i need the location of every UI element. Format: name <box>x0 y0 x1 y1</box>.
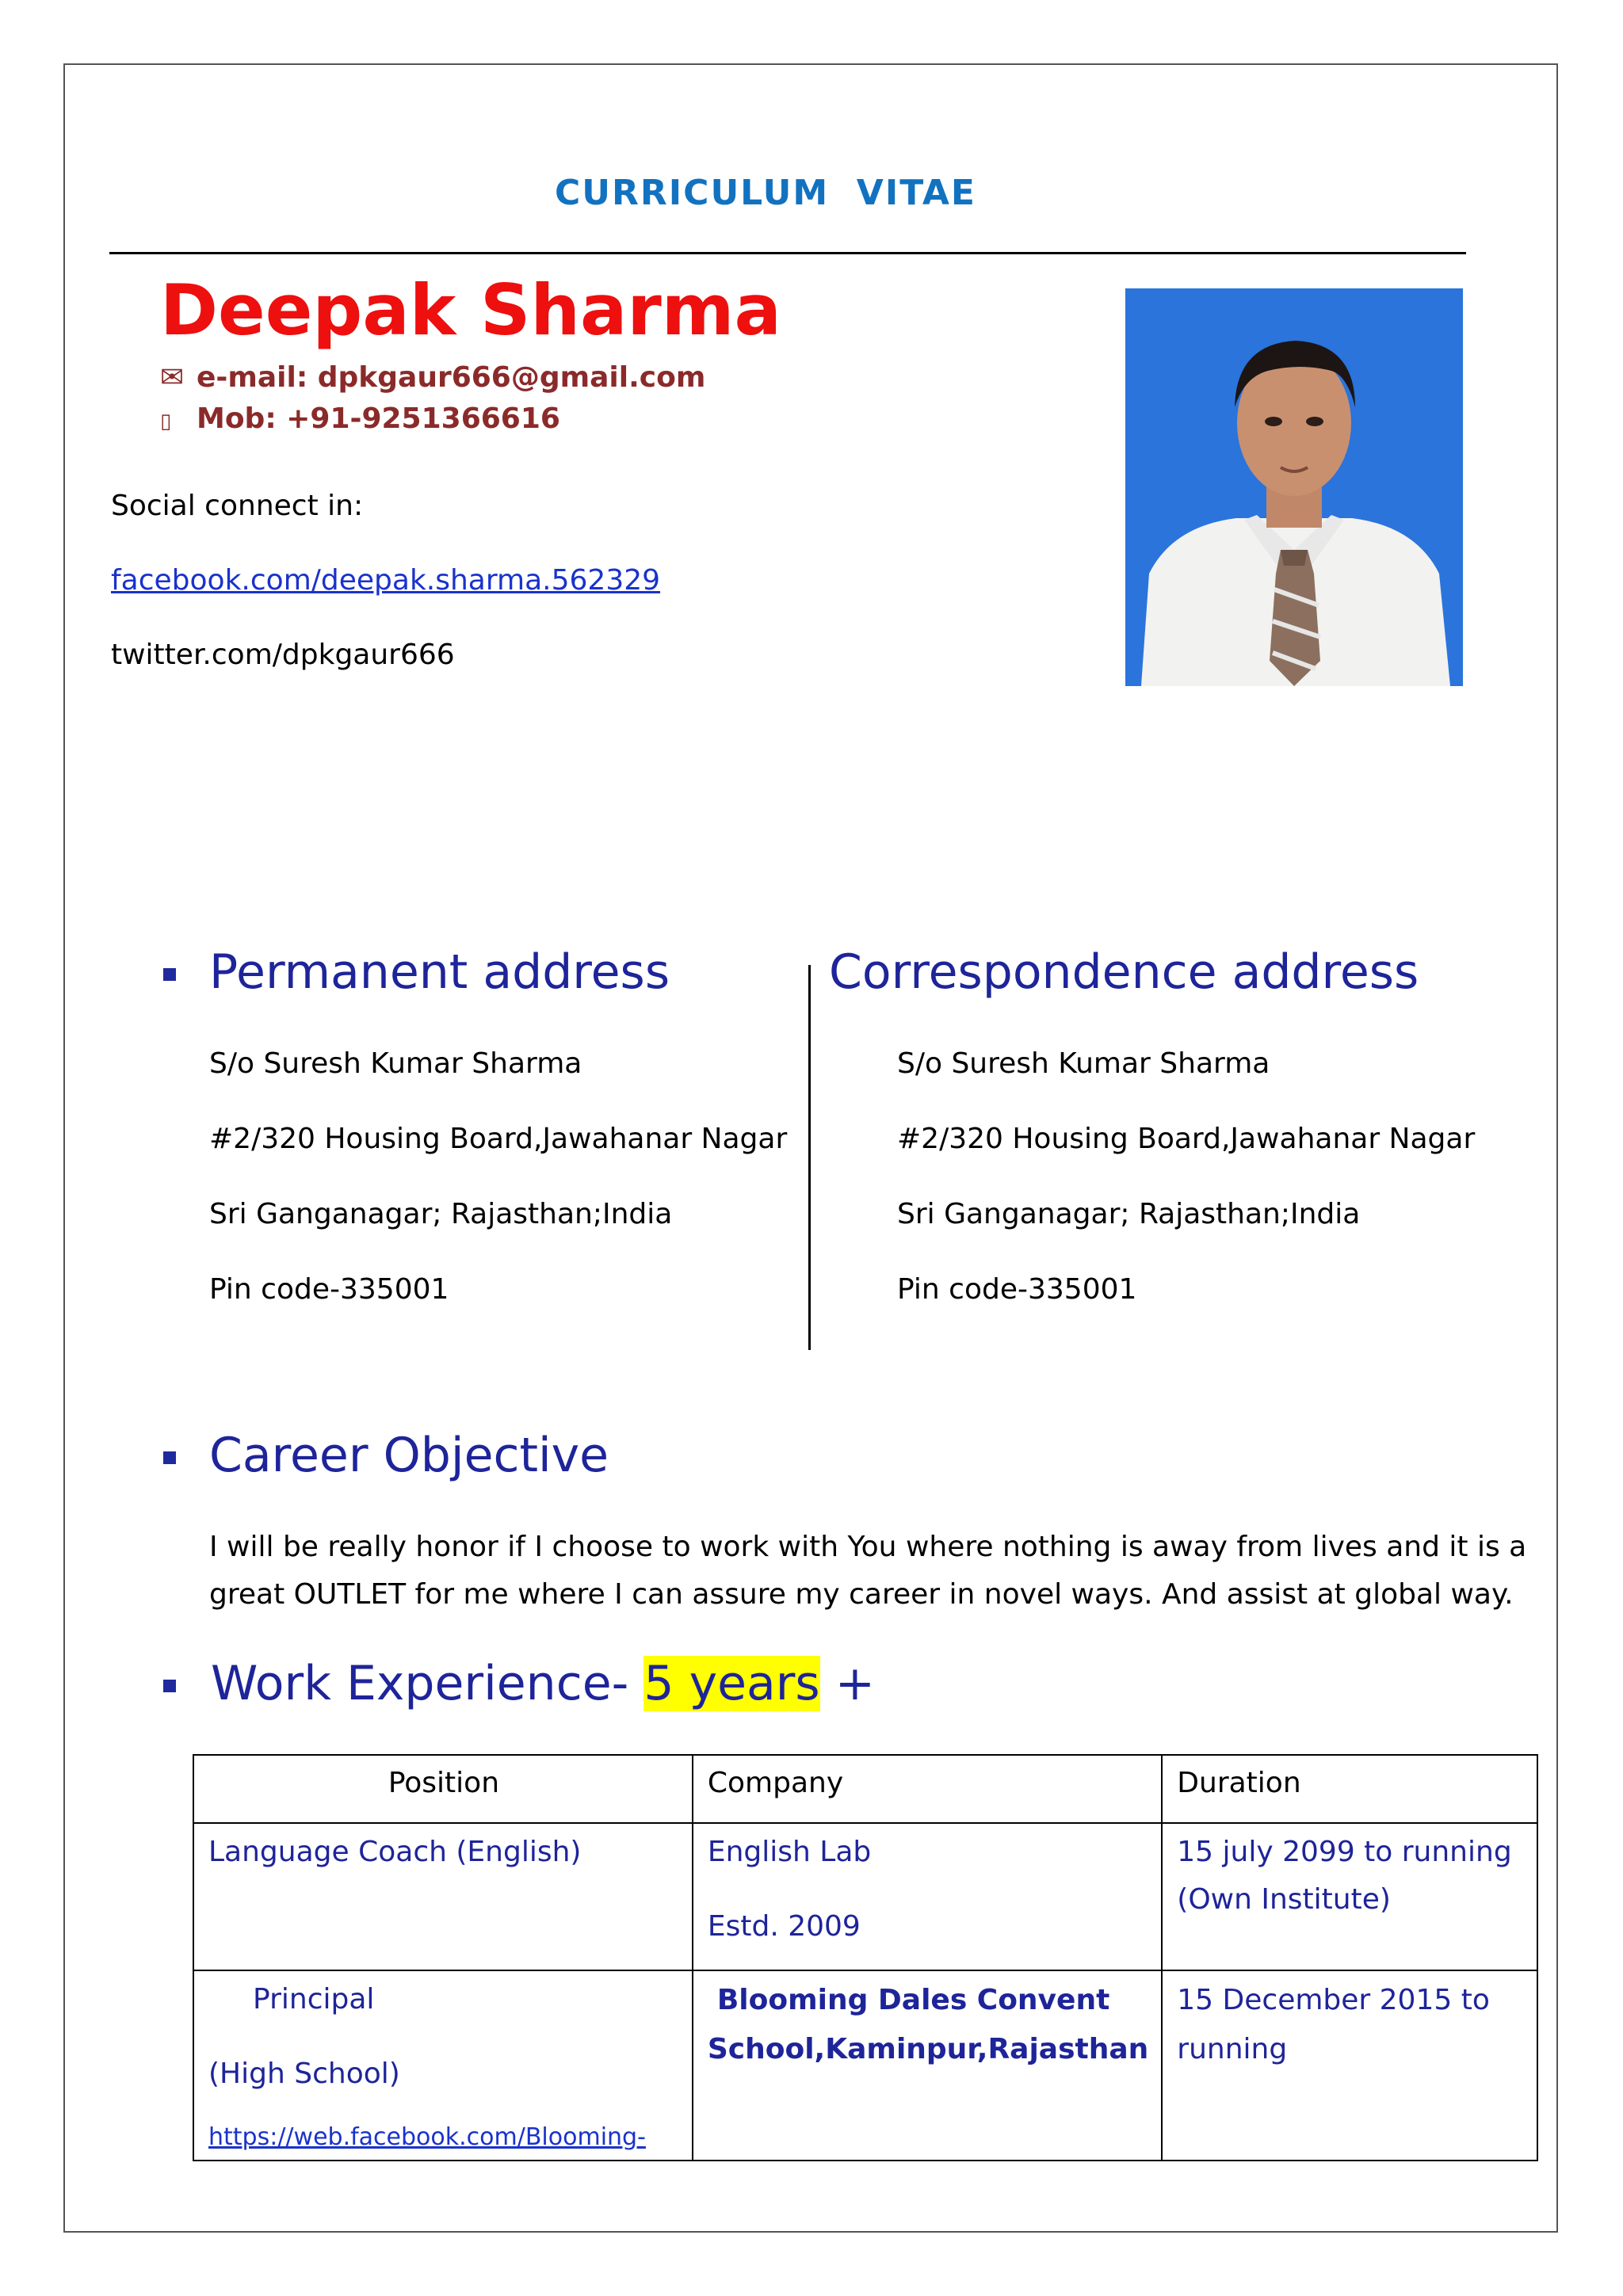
duration-text: 15 December 2015 to <box>1177 1984 1490 2016</box>
phone-icon: ▯ <box>160 410 172 433</box>
email-text[interactable]: e-mail: dpkgaur666@gmail.com <box>197 361 706 394</box>
bullet-icon <box>163 968 176 981</box>
permanent-address-line: Sri Ganganagar; Rajasthan;India <box>209 1198 673 1230</box>
permanent-address-line: #2/320 Housing Board,Jawahanar Nagar <box>209 1123 788 1155</box>
duration-text: 15 july 2099 to running <box>1177 1836 1512 1868</box>
career-objective-title: Career Objective <box>209 1428 609 1483</box>
company-text: English Lab <box>707 1836 872 1868</box>
company-text: Blooming Dales Convent <box>716 1984 1110 2016</box>
address-divider <box>808 965 811 1350</box>
permanent-address-line: S/o Suresh Kumar Sharma <box>209 1047 582 1080</box>
header-position: Position <box>193 1755 693 1823</box>
company-text: School,Kaminpur,Rajasthan <box>707 2033 1149 2065</box>
phone-text: Mob: +91-9251366616 <box>197 402 560 435</box>
candidate-name: Deepak Sharma <box>160 269 781 351</box>
heading-rule <box>109 252 1466 254</box>
table-header-row <box>193 1755 1537 1823</box>
position-text: Principal <box>253 1983 375 2016</box>
position-text: (High School) <box>208 2058 400 2090</box>
objective-text-line: great OUTLET for me where I can assure my career in novel ways. And assist at global way. <box>209 1578 1514 1611</box>
school-facebook-link[interactable]: https://web.facebook.com/Blooming- <box>208 2123 646 2151</box>
position-cell <box>193 1823 693 1970</box>
work-experience-title <box>211 1656 875 1711</box>
table-row <box>193 1823 1537 1970</box>
duration-cell <box>1162 1970 1537 2161</box>
header-company: Company <box>693 1755 1162 1823</box>
portrait-photo <box>1125 288 1463 686</box>
duration-cell <box>1162 1823 1537 1970</box>
bullet-icon <box>163 1451 176 1464</box>
correspondence-address-line: Pin code-335001 <box>897 1273 1137 1306</box>
portrait-illustration <box>1125 288 1463 686</box>
company-cell <box>693 1823 1162 1970</box>
company-text: Estd. 2009 <box>707 1910 861 1943</box>
work-experience-label: Work Experience- <box>211 1656 644 1711</box>
duration-text: running <box>1177 2033 1288 2065</box>
position-text: Language Coach (English) <box>208 1836 582 1868</box>
duration-text: (Own Institute) <box>1177 1883 1391 1916</box>
correspondence-address-line: #2/320 Housing Board,Jawahanar Nagar <box>897 1123 1476 1155</box>
position-cell <box>193 1970 693 2161</box>
social-label: Social connect in: <box>111 490 364 522</box>
permanent-address-line: Pin code-335001 <box>209 1273 449 1306</box>
twitter-link: twitter.com/dpkgaur666 <box>111 639 455 671</box>
correspondence-address-line: S/o Suresh Kumar Sharma <box>897 1047 1270 1080</box>
experience-plus: + <box>819 1656 876 1711</box>
correspondence-address-line: Sri Ganganagar; Rajasthan;India <box>897 1198 1361 1230</box>
correspondence-address-title: Correspondence address <box>829 944 1419 1000</box>
table-row <box>193 1970 1537 2161</box>
email-row <box>160 361 705 394</box>
facebook-link[interactable]: facebook.com/deepak.sharma.562329 <box>111 564 661 597</box>
objective-text-line: I will be really honor if I choose to work with You where nothing is away from lives and it is a <box>209 1531 1527 1563</box>
phone-row <box>160 402 560 435</box>
experience-years-highlight: 5 years <box>643 1656 820 1711</box>
document-heading: CURRICULUM VITAE <box>555 173 976 213</box>
permanent-address-title: Permanent address <box>209 944 670 1000</box>
header-duration: Duration <box>1162 1755 1537 1823</box>
company-cell <box>693 1970 1162 2161</box>
envelope-icon: ✉ <box>160 361 185 394</box>
experience-table <box>193 1754 1538 2161</box>
bullet-icon <box>163 1680 176 1692</box>
